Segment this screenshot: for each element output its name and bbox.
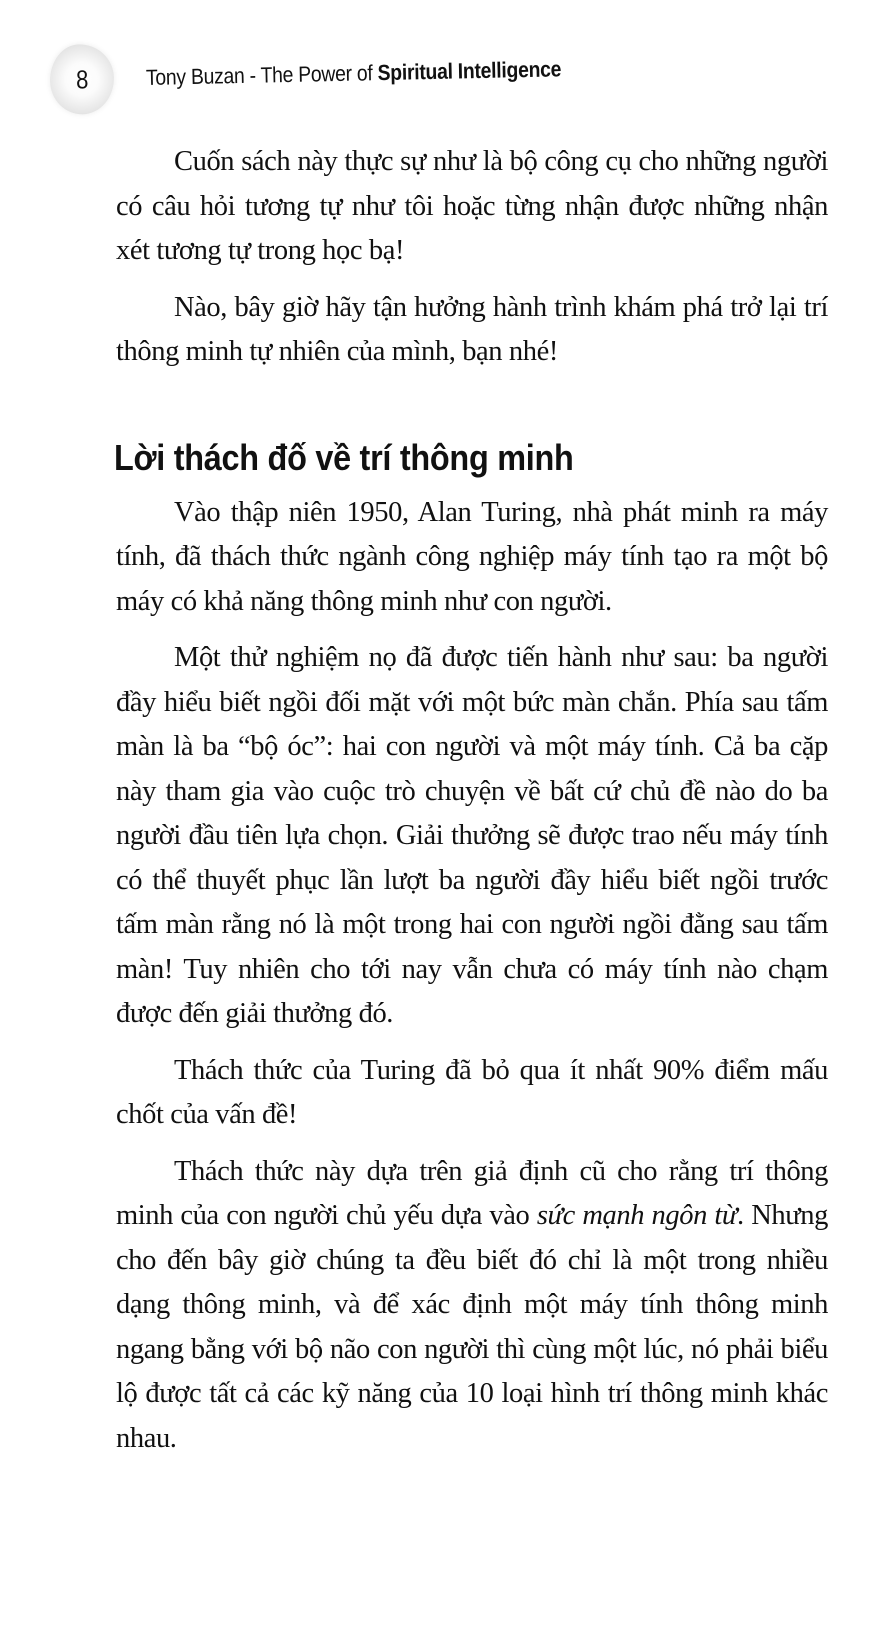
paragraph-text: . Nhưng cho đến bây giờ chúng ta đều biết đó chỉ là một trong nhiều dạng thông minh, và để xác định một máy tính thông minh ngang bằng với bộ não con người thì cùng một lúc, nó phải biểu lộ được tất cả các kỹ năng của 10 loại hình trí thông minh khác nhau.: [116, 1200, 828, 1454]
paragraph: Cuốn sách này thực sự như là bộ công cụ cho những người có câu hỏi tương tự như tôi hoặc từng nhận được những nhận xét tương tự trong học bạ!: [116, 146, 828, 266]
section-heading: Lời thách đố về trí thông minh: [114, 436, 574, 478]
running-header: [49, 33, 618, 115]
paragraph-with-emphasis: [116, 1150, 828, 1462]
paragraph: Thách thức của Turing đã bỏ qua ít nhất 90% điểm mấu chốt của vấn đề!: [116, 1054, 828, 1130]
book-title-bold: Spiritual Intelligence: [377, 56, 562, 86]
paragraph: Một thử nghiệm nọ đã được tiến hành như sau: ba người đầy hiểu biết ngồi đối mặt với một bức màn chắn. Phía sau tấm màn là ba “bộ óc”: hai con người và một máy tính. Cả ba cặp này tham gia vào cuộc trò chuyện về bất cứ chủ đề nào do ba người đầu tiên lựa chọn. Giải thưởng sẽ được trao nếu máy tính có thể thuyết phục lần lượt ba người đầy hiểu biết ngồi trước tấm màn rằng nó là một trong hai con người ngồi đằng sau tấm màn! Tuy nhiên cho tới nay vẫn chưa có máy tính nào chạm được đến giải thưởng đó.: [116, 642, 828, 1029]
paragraph: Vào thập niên 1950, Alan Turing, nhà phát minh ra máy tính, đã thách thức ngành công nghiệp máy tính tạo ra một bộ máy có khả năng thông minh như con người.: [116, 496, 828, 617]
page-body: [116, 140, 828, 1473]
emphasized-phrase: sức mạnh ngôn từ: [536, 1200, 738, 1231]
page-number-badge: [49, 44, 114, 115]
page-number: 8: [75, 63, 89, 94]
paragraph-text: Thách thức này dựa trên giả định cũ cho rằng trí thông minh của con người chủ yếu dựa vào: [116, 1155, 828, 1231]
book-title-header: [146, 56, 562, 91]
author-and-title-prefix: Tony Buzan - The Power of: [145, 60, 378, 90]
paragraph: Nào, bây giờ hãy tận hưởng hành trình khám phá trở lại trí thông minh tự nhiên của mình, bạn nhé!: [116, 291, 828, 367]
